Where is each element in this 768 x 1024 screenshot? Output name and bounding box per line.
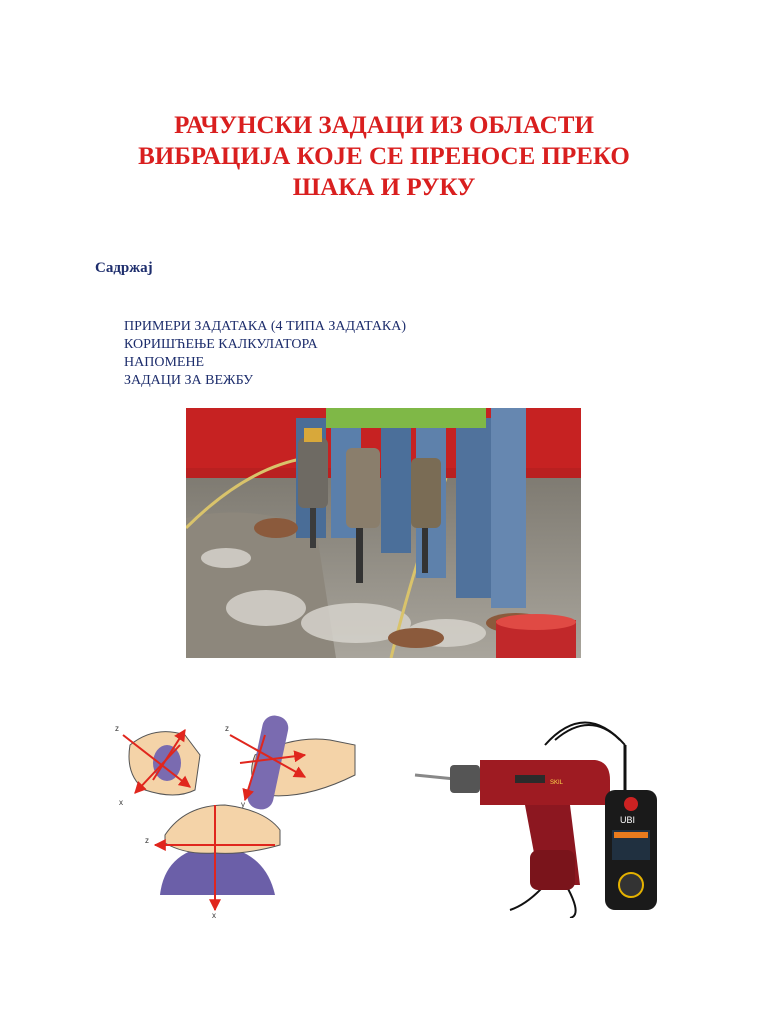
- meter-brand: UBI: [620, 815, 636, 825]
- toc-item: ПРИМЕРИ ЗАДАТАКА (4 ТИПА ЗАДАТАКА): [124, 319, 407, 334]
- title-line-2: ВИБРАЦИЈА КОЈЕ СЕ ПРЕНОСЕ ПРЕКО: [138, 143, 630, 170]
- axis-label-z: z: [145, 836, 149, 845]
- jackhammer-workers-photo: [186, 408, 581, 658]
- table-of-contents: [124, 318, 406, 390]
- axis-label-x: x: [119, 798, 123, 807]
- axis-label-z: z: [225, 724, 229, 733]
- axis-label-y: y: [241, 800, 245, 809]
- toc-item: ЗАДАЦИ ЗА ВЕЖБУ: [124, 373, 254, 388]
- drill-icon: [480, 760, 610, 890]
- document-title: [84, 110, 684, 203]
- toc-item: КОРИШЋЕЊЕ КАЛКУЛАТОРА: [124, 337, 318, 352]
- palm-dome-icon: [160, 805, 280, 895]
- title-line-3: ШАКА И РУКУ: [292, 174, 476, 201]
- drill-brand: SKIL: [550, 780, 564, 786]
- vibration-meter-icon: [605, 790, 657, 910]
- toc-heading: Садржај: [95, 260, 153, 276]
- axis-label-x: x: [212, 911, 216, 920]
- drill-vibration-meter-photo: [410, 700, 678, 918]
- hand-axes-diagram: [105, 705, 385, 920]
- title-line-1: РАЧУНСКИ ЗАДАЦИ ИЗ ОБЛАСТИ: [174, 112, 594, 139]
- toc-item: НАПОМЕНЕ: [124, 355, 205, 370]
- hand-cylinder-icon: [245, 713, 355, 811]
- axis-label-z: z: [115, 724, 119, 733]
